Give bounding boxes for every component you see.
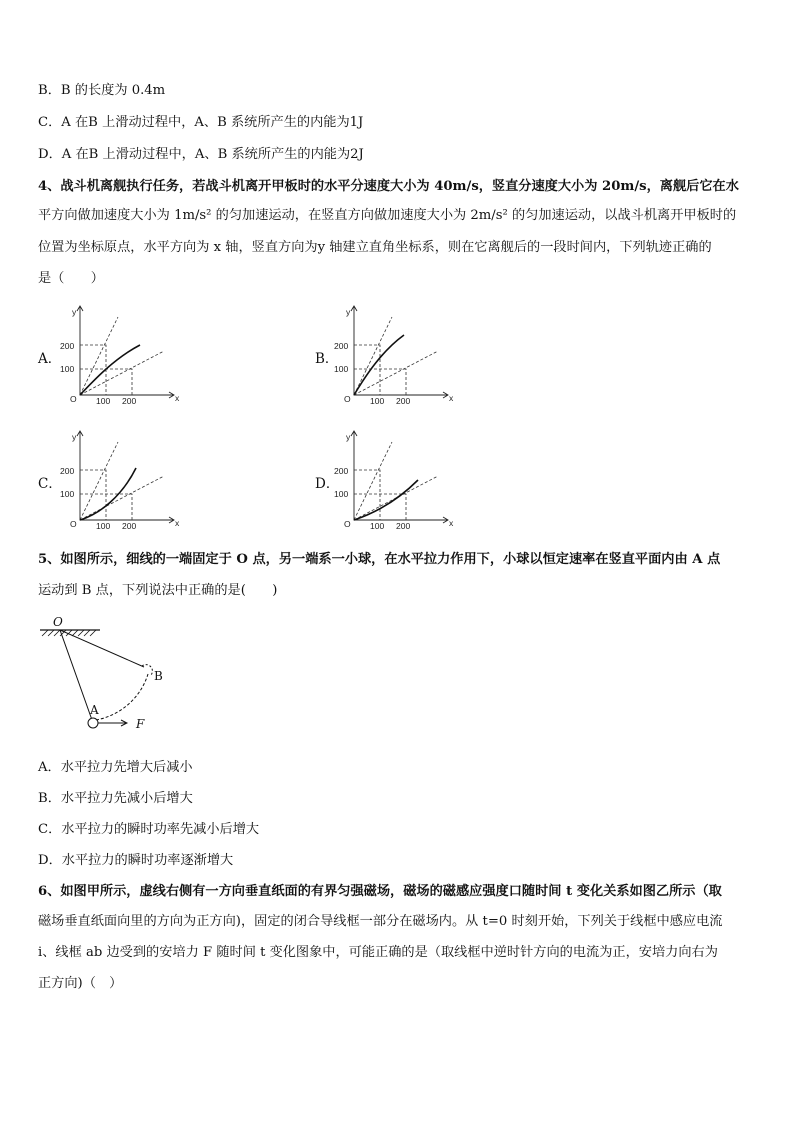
point-a-label: A bbox=[90, 703, 99, 717]
q4-graph-c[interactable] bbox=[60, 428, 180, 532]
q6-line1: 6、如图甲所示，虚线右侧有一方向垂直纸面的有界匀强磁场，磁场的磁感应强度口随时间 t 变化关系如图乙所示（取 bbox=[38, 884, 722, 899]
svg-text:x: x bbox=[449, 518, 454, 528]
option-c-prev: C．A 在B 上滑动过程中，A、B 系统所产生的内能为1J bbox=[38, 115, 364, 130]
x-axis-label: x bbox=[175, 393, 180, 403]
q4-line4: 是（ ） bbox=[38, 271, 104, 286]
q4-graph-b[interactable] bbox=[334, 303, 454, 407]
q5-option-d[interactable]: D．水平拉力的瞬时功率逐渐增大 bbox=[38, 853, 234, 868]
q4-option-c-label[interactable]: C． bbox=[38, 476, 62, 492]
force-f-label: F bbox=[136, 717, 145, 731]
q6-line3: i、线框 ab 边受到的安培力 F 随时间 t 变化图象中，可能正确的是（取线框中逆时针方向的电流为正，安培力向右为 bbox=[38, 945, 718, 960]
q4-line2: 平方向做加速度大小为 1m/s² 的匀加速运动，在竖直方向做加速度大小为 2m/s² 的匀加速运动，以战斗机离开甲板时的 bbox=[38, 208, 737, 223]
svg-text:200: 200 bbox=[60, 341, 75, 351]
svg-text:100: 100 bbox=[370, 396, 385, 406]
q4-line1: 4、战斗机离舰执行任务，若战斗机离开甲板时的水平分速度大小为 40m/s，竖直分速度大小为 20m/s，离舰后它在水 bbox=[38, 179, 739, 194]
svg-text:200: 200 bbox=[122, 521, 137, 531]
q4-line3: 位置为坐标原点，水平方向为 x 轴，竖直方向为y 轴建立直角坐标系，则在它离舰后的一段时间内，下列轨迹正确的 bbox=[38, 240, 712, 255]
q6-line2: 磁场垂直纸面向里的方向为正方向)，固定的闭合导线框一部分在磁场内。从 t=0 时刻开始，下列关于线框中感应电流 bbox=[38, 914, 723, 929]
svg-text:y: y bbox=[72, 432, 77, 442]
svg-text:100: 100 bbox=[334, 489, 349, 499]
option-b-prev: B．B 的长度为 0.4m bbox=[38, 83, 166, 98]
svg-text:100: 100 bbox=[60, 489, 75, 499]
q5-option-c[interactable]: C．水平拉力的瞬时功率先减小后增大 bbox=[38, 822, 260, 837]
q5-line1: 5、如图所示，细线的一端固定于 O 点，另一端系一小球，在水平拉力作用下，小球以恒定速率在竖直平面内由 A 点 bbox=[38, 552, 721, 567]
q5-option-b[interactable]: B．水平拉力先减小后增大 bbox=[38, 791, 193, 806]
option-d-prev: D．A 在B 上滑动过程中，A、B 系统所产生的内能为2J bbox=[38, 147, 364, 162]
point-o-label: O bbox=[53, 615, 63, 629]
svg-text:200: 200 bbox=[334, 466, 349, 476]
q4-option-b-label[interactable]: B． bbox=[315, 351, 339, 367]
q4-option-a-label[interactable]: A． bbox=[38, 351, 62, 367]
svg-text:200: 200 bbox=[396, 396, 411, 406]
svg-text:100: 100 bbox=[370, 521, 385, 531]
svg-text:200: 200 bbox=[122, 396, 137, 406]
svg-text:200: 200 bbox=[396, 521, 411, 531]
origin-label: O bbox=[70, 394, 77, 404]
y-axis-label: y bbox=[72, 307, 77, 317]
svg-text:x: x bbox=[449, 393, 454, 403]
q4-option-d-label[interactable]: D． bbox=[315, 476, 340, 492]
svg-text:O: O bbox=[344, 519, 351, 529]
q5-option-a[interactable]: A．水平拉力先增大后减小 bbox=[38, 760, 193, 775]
q6-line4: 正方向)（ ） bbox=[38, 976, 123, 991]
svg-text:O: O bbox=[344, 394, 351, 404]
svg-text:200: 200 bbox=[334, 341, 349, 351]
svg-text:100: 100 bbox=[96, 396, 111, 406]
svg-text:x: x bbox=[175, 518, 180, 528]
svg-text:100: 100 bbox=[60, 364, 75, 374]
q4-graph-d[interactable] bbox=[334, 428, 454, 532]
svg-text:100: 100 bbox=[334, 364, 349, 374]
q4-graph-a[interactable] bbox=[60, 303, 180, 407]
q5-pendulum-figure bbox=[38, 612, 198, 737]
svg-text:O: O bbox=[70, 519, 77, 529]
point-b-label: B bbox=[154, 669, 163, 683]
svg-text:100: 100 bbox=[96, 521, 111, 531]
svg-text:y: y bbox=[346, 432, 351, 442]
svg-text:y: y bbox=[346, 307, 351, 317]
q5-line2: 运动到 B 点，下列说法中正确的是( ) bbox=[38, 583, 278, 598]
svg-text:200: 200 bbox=[60, 466, 75, 476]
